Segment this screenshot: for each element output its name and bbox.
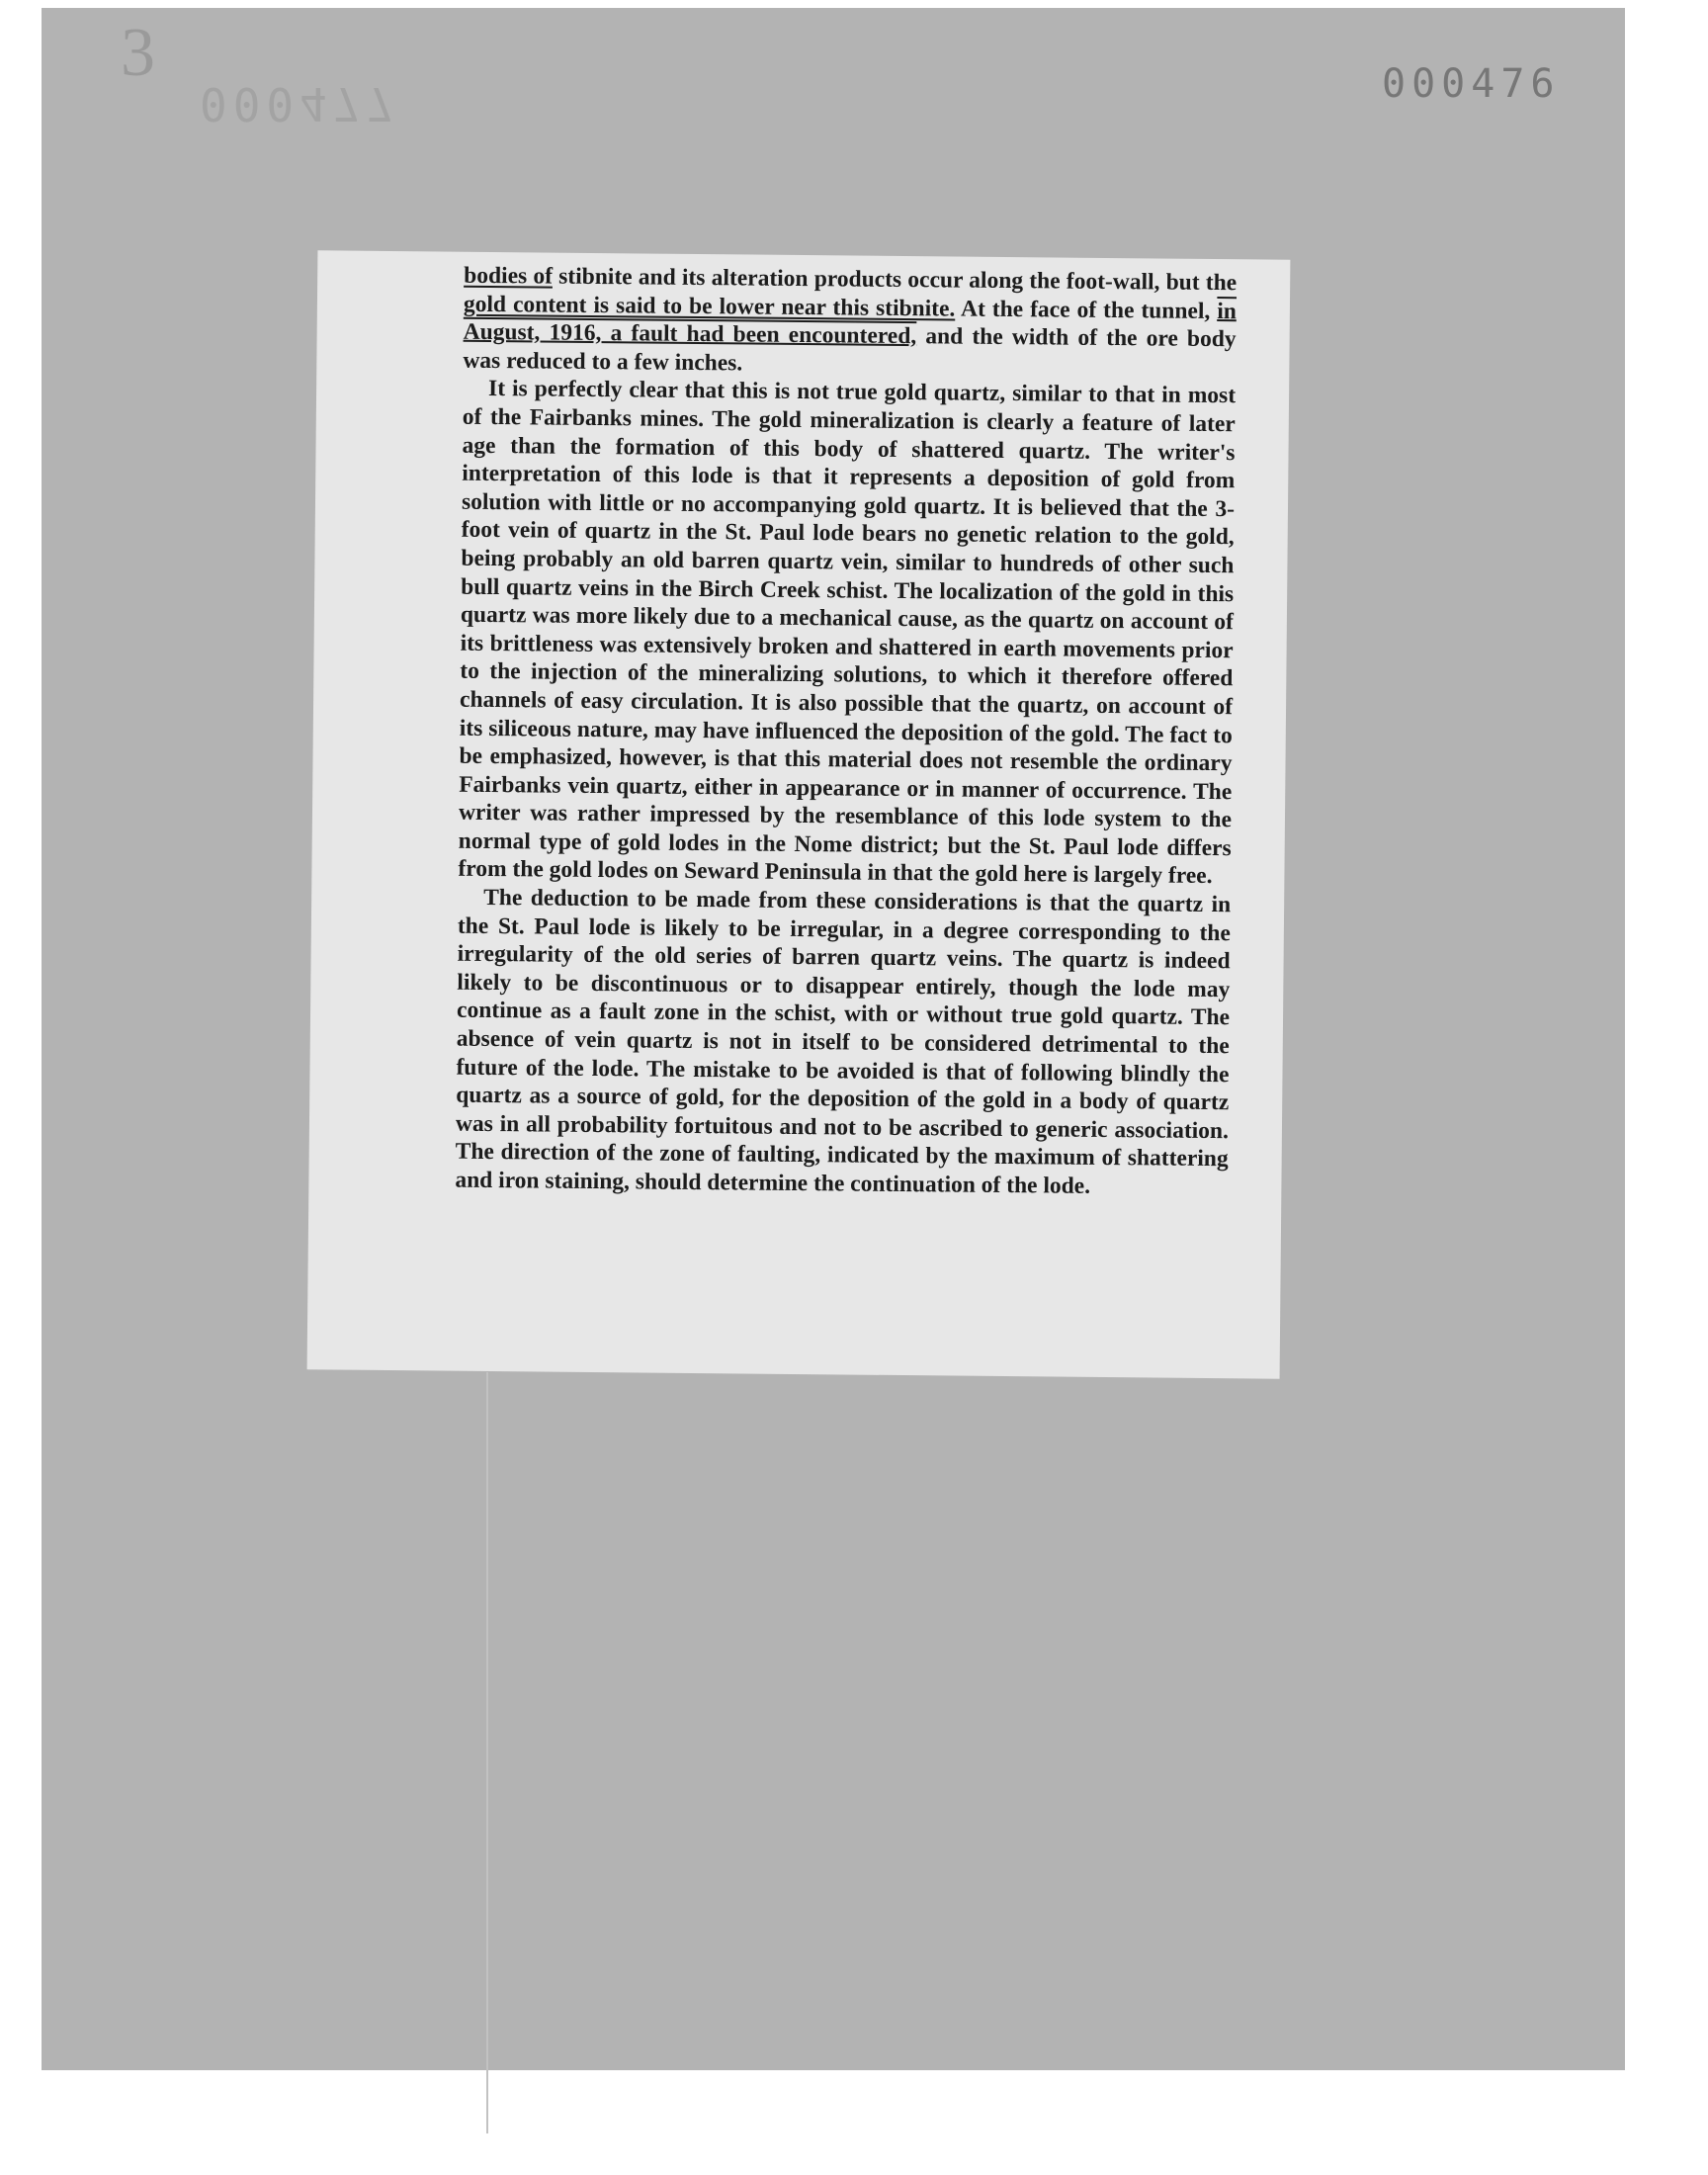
fold-line bbox=[486, 1372, 488, 2133]
faded-page-stamp: 000477 bbox=[200, 77, 400, 130]
article-body bbox=[455, 262, 1237, 1202]
underlined-phrase: bodies of bbox=[464, 262, 554, 290]
paragraph-3: The deduction to be made from these considerations is that the quartz in the St. Paul lode is likely to be irregular, in a degree corresponding to the irregularity of the old series of barren quartz veins. The quartz is indeed likely to be discontinuous or to disappear entirely, though the lode may continue as a fault zone in the schist, with or without true gold quartz. The absence of vein quartz is not in itself to be considered detrimental to the future of the lode. The mistake to be avoided is that of following blindly the quartz as a source of gold, for the deposition of the gold in a body of quartz was in all probability fortuitous and not to be ascribed to generic association. The direction of the zone of faulting, indicated by the maximum of shattering and iron staining, should determine the continuation of the lode. bbox=[455, 885, 1232, 1199]
corner-mark: 3 bbox=[121, 15, 155, 91]
text-clipping bbox=[307, 250, 1291, 1378]
marked-phrase-fault: in August, 1916, a fault had been encountered, bbox=[463, 298, 1238, 350]
paragraph-2: It is perfectly clear that this is not true gold quartz, similar to that in most of the Fairbanks mines. The gold mineralization is clearly a feature of later age than the formation of this body of shattered quartz. The writer's interpretation of this lode is that it represents a deposition of gold from solution with little or no accompanying gold quartz. It is believed that the 3-foot vein of quartz in the St. Paul lode bears no genetic relation to the gold, being probably an old barren quartz vein, similar to hundreds of other such bull quartz veins in the Birch Creek schist. The localization of the gold in this quartz was more likely due to a mechanical cause, as the quartz on account of its brittleness was extensively broken and shattered in earth movements prior to the injection of the mineralizing solutions, to which it therefore offered channels of easy circulation. It is also possible that the quartz, on account of its siliceous nature, may have influenced the deposition of the gold. The fact to be emphasized, however, is that this material does not resemble the ordinary Fairbanks vein quartz, either in appearance or in manner of occurrence. The writer was rather impressed by the resemblance of this lode system to the normal type of gold lodes in the Nome district; but the St. Paul lode differs from the gold lodes on Seward Peninsula in that the gold here is largely free. bbox=[458, 376, 1237, 890]
page-number-stamp: 000476 bbox=[1382, 61, 1561, 107]
paragraph-1-text-a: stibnite and its alteration products occur along the foot-wall, but the bbox=[552, 263, 1238, 297]
marked-phrase-gold: gold content is said to be lower near this stibnite. bbox=[463, 291, 956, 322]
paragraph-1 bbox=[463, 262, 1237, 383]
paragraph-1-text-b: At the face of the tunnel, bbox=[955, 296, 1218, 324]
paragraph-1-text-c: and the width of the ore body was reduced to a few inches. bbox=[463, 323, 1237, 377]
